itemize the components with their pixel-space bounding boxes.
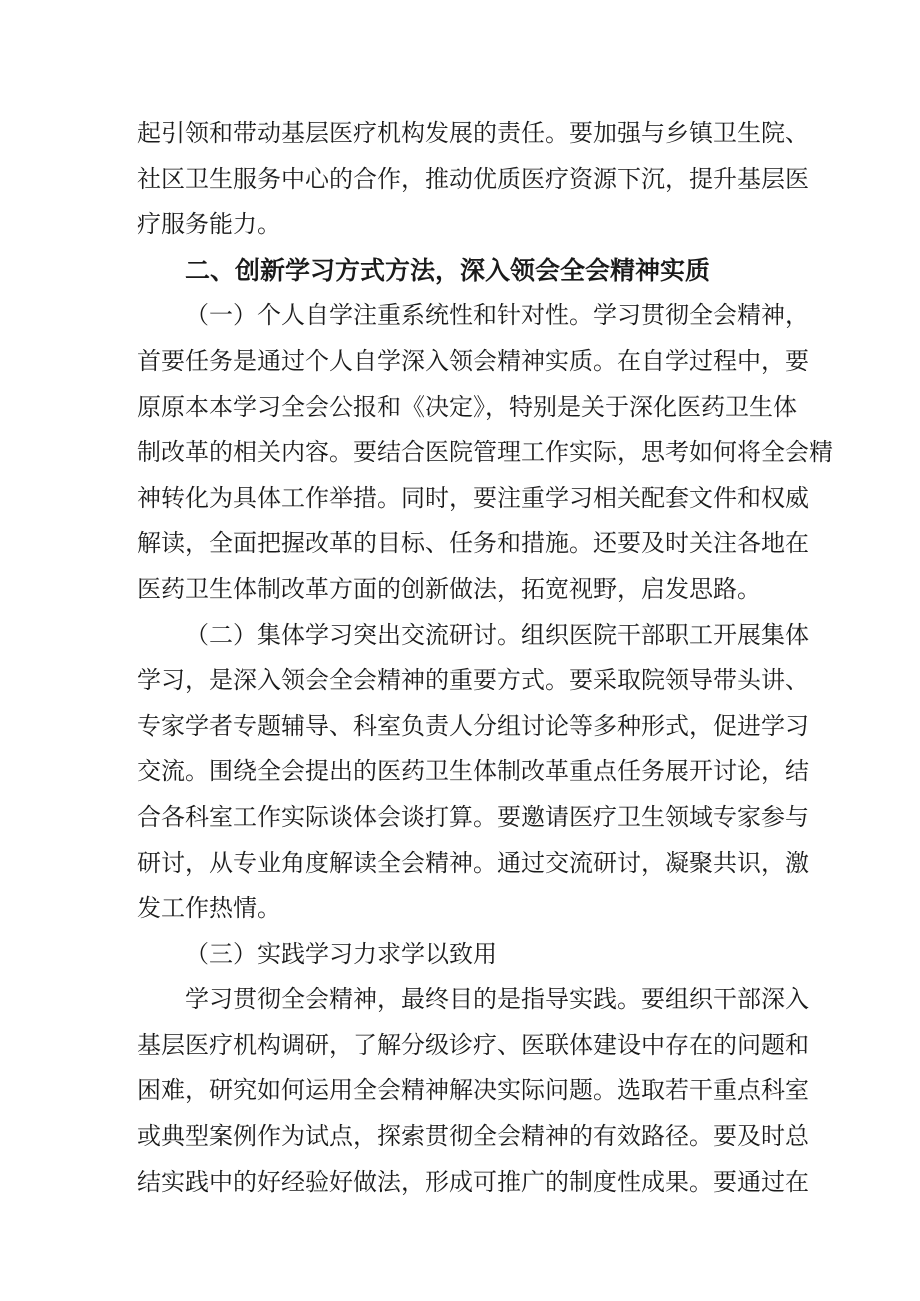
- text-line: 基层医疗机构调研，了解分级诊疗、医联体建设中存在的问题和: [137, 1030, 809, 1059]
- text-line: （二）集体学习突出交流研讨。组织医院干部职工开展集体: [185, 620, 809, 649]
- text-line: 起引领和带动基层医疗机构发展的责任。要加强与乡镇卫生院、: [137, 119, 809, 147]
- text-line: 制改革的相关内容。要结合医院管理工作实际，思考如何将全会精: [137, 438, 833, 467]
- text-line: 或典型案例作为试点，探索贯彻全会精神的有效路径。要及时总: [137, 1122, 809, 1151]
- text-line: 解读，全面把握改革的目标、任务和措施。还要及时关注各地在: [137, 529, 809, 558]
- text-line: 合各科室工作实际谈体会谈打算。要邀请医疗卫生领域专家参与: [137, 802, 809, 831]
- text-line: 首要任务是通过个人自学深入领会精神实质。在自学过程中，要: [137, 346, 809, 375]
- text-line: 研讨，从专业角度解读全会精神。通过交流研讨，凝聚共识，激: [137, 848, 809, 877]
- section-heading: 二、创新学习方式方法，深入领会全会精神实质: [185, 255, 711, 285]
- document-body: [137, 111, 833, 1205]
- text-line: 学习贯彻全会精神，最终目的是指导实践。要组织干部深入: [185, 985, 809, 1014]
- text-line: 神转化为具体工作举措。同时，要注重学习相关配套文件和权威: [137, 483, 809, 512]
- text-line: 困难，研究如何运用全会精神解决实际问题。选取若干重点科室: [137, 1076, 809, 1105]
- text-line: 交流。围绕全会提出的医药卫生体制改革重点任务展开讨论，结: [137, 757, 809, 786]
- text-line: 原原本本学习全会公报和《决定》，特别是关于深化医药卫生体: [137, 392, 797, 421]
- subsection-heading: （三）实践学习力求学以致用: [185, 939, 497, 968]
- text-line: 社区卫生服务中心的合作，推动优质医疗资源下沉，提升基层医: [137, 164, 809, 193]
- text-line: 学习，是深入领会全会精神的重要方式。要采取院领导带头讲、: [137, 666, 809, 695]
- text-line: （一）个人自学注重系统性和针对性。学习贯彻全会精神，: [185, 301, 809, 330]
- text-line: 医药卫生体制改革方面的创新做法，拓宽视野，启发思路。: [137, 574, 761, 603]
- text-line: 专家学者专题辅导、科室负责人分组讨论等多种形式，促进学习: [137, 711, 809, 740]
- text-line: 疗服务能力。: [137, 210, 281, 239]
- text-line: 结实践中的好经验好做法，形成可推广的制度性成果。要通过在: [137, 1167, 809, 1196]
- text-line: 发工作热情。: [137, 894, 281, 923]
